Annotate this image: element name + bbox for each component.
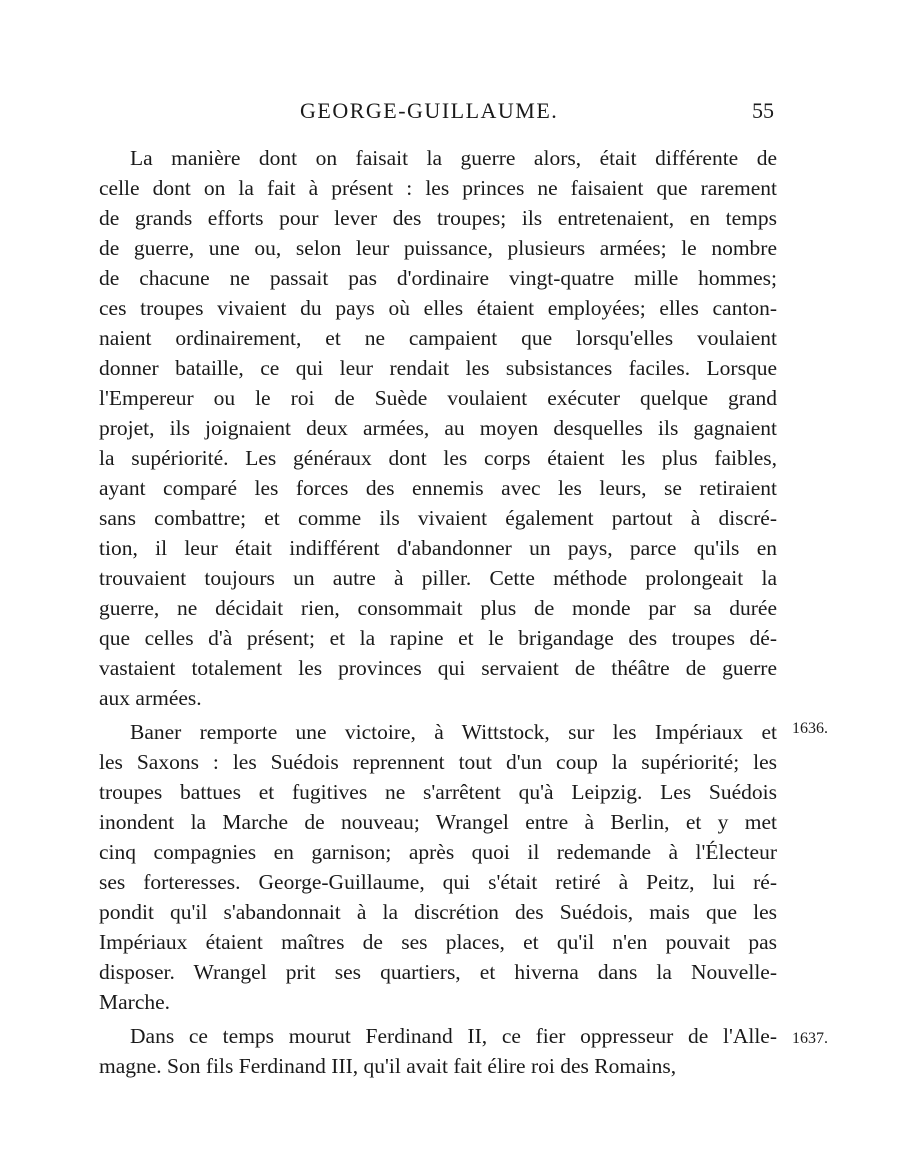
text-line: Impériaux étaient maîtres de ses places, et qu'il n'en pouvait pas xyxy=(99,930,777,954)
text-line: guerre, ne décidait rien, consommait plus de monde par sa durée xyxy=(99,596,777,620)
text-line: que celles d'à présent; et la rapine et le brigandage des troupes dé- xyxy=(99,626,777,650)
text-line: ayant comparé les forces des ennemis avec les leurs, se retiraient xyxy=(99,476,777,500)
text-line: La manière dont on faisait la guerre alors, était différente de xyxy=(130,146,777,170)
text-line: sans combattre; et comme ils vivaient également partout à discré- xyxy=(99,506,777,530)
text-line: ses forteresses. George-Guillaume, qui s'était retiré à Peitz, lui ré- xyxy=(99,870,777,894)
text-line: trouvaient toujours un autre à piller. Cette méthode prolongeait la xyxy=(99,566,777,590)
paragraph xyxy=(99,1021,777,1081)
text-line: les Saxons : les Suédois reprennent tout d'un coup la supériorité; les xyxy=(99,750,777,774)
text-line: troupes battues et fugitives ne s'arrêtent qu'à Leipzig. Les Suédois xyxy=(99,780,777,804)
text-line: inondent la Marche de nouveau; Wrangel entre à Berlin, et y met xyxy=(99,810,777,834)
body-text xyxy=(99,143,777,1081)
margin-year-note: 1636. xyxy=(792,720,828,737)
text-line: la supériorité. Les généraux dont les corps étaient les plus faibles, xyxy=(99,446,777,470)
text-line: cinq compagnies en garnison; après quoi il redemande à l'Électeur xyxy=(99,840,777,864)
text-line: de guerre, une ou, selon leur puissance, plusieurs armées; le nombre xyxy=(99,236,777,260)
page-number: 55 xyxy=(752,98,774,123)
text-line: projet, ils joignaient deux armées, au moyen desquelles ils gagnaient xyxy=(99,416,777,440)
paragraph xyxy=(99,717,777,1017)
text-line: disposer. Wrangel prit ses quartiers, et hiverna dans la Nouvelle- xyxy=(99,960,777,984)
margin-year-note: 1637. xyxy=(792,1030,828,1047)
text-line: tion, il leur était indifférent d'abandonner un pays, parce qu'ils en xyxy=(99,536,777,560)
text-line: vastaient totalement les provinces qui servaient de théâtre de guerre xyxy=(99,656,777,680)
text-line: pondit qu'il s'abandonnait à la discrétion des Suédois, mais que les xyxy=(99,900,777,924)
text-line: Baner remporte une victoire, à Wittstock, sur les Impériaux et xyxy=(130,720,777,744)
text-line: de grands efforts pour lever des troupes; ils entretenaient, en temps xyxy=(99,206,777,230)
text-line: Dans ce temps mourut Ferdinand II, ce fier oppresseur de l'Alle- xyxy=(130,1024,777,1048)
text-line: magne. Son fils Ferdinand III, qu'il avait fait élire roi des Romains, xyxy=(99,1054,677,1078)
text-line: l'Empereur ou le roi de Suède voulaient exécuter quelque grand xyxy=(99,386,777,410)
text-line: ces troupes vivaient du pays où elles étaient employées; elles canton- xyxy=(99,296,777,320)
text-line: Marche. xyxy=(99,990,171,1014)
text-line: donner bataille, ce qui leur rendait les subsistances faciles. Lorsque xyxy=(99,356,777,380)
text-line: aux armées. xyxy=(99,686,202,710)
text-line: celle dont on la fait à présent : les princes ne faisaient que rarement xyxy=(99,176,777,200)
running-header xyxy=(0,98,900,128)
paragraph xyxy=(99,143,777,713)
text-line: de chacune ne passait pas d'ordinaire vingt-quatre mille hommes; xyxy=(99,266,777,290)
text-line: naient ordinairement, et ne campaient que lorsqu'elles voulaient xyxy=(99,326,777,350)
running-title: GEORGE-GUILLAUME. xyxy=(300,98,559,123)
